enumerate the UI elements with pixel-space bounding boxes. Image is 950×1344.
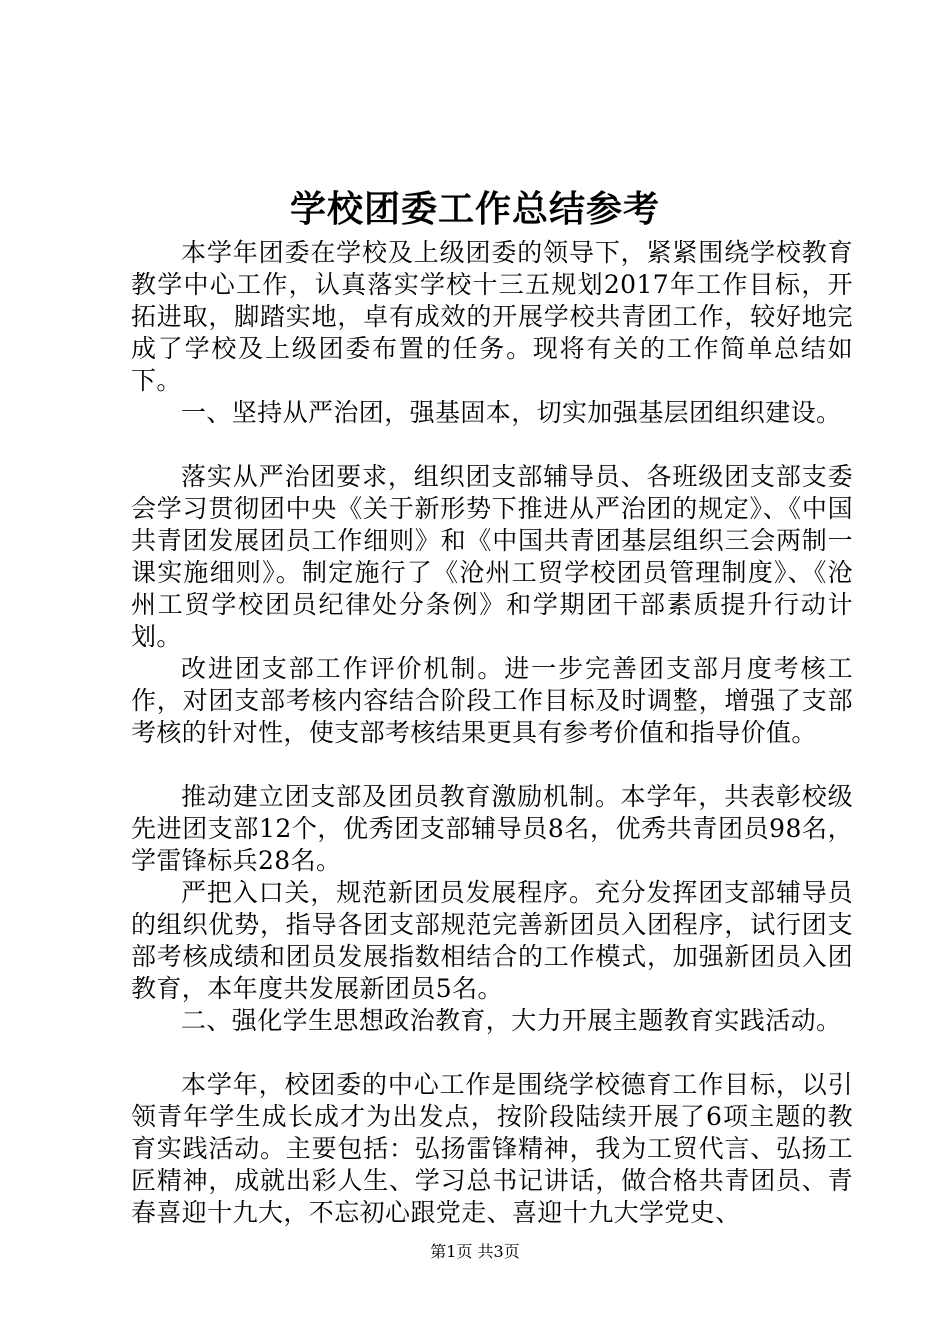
body-paragraph: 本学年，校团委的中心工作是围绕学校德育工作目标，以引领青年学生成长成才为出发点，按阶段陆续开展了6项主题的教育实践活动。主要包括：弘扬雷锋精神，我为工贸代言、弘扬工匠精神，成就出彩人生、学习总书记讲话，做合格共青团员、青春喜迎十九大，不忘初心跟党走、喜迎十九大学党史、 xyxy=(131,1070,853,1227)
body-paragraph: 推动建立团支部及团员教育激励机制。本学年，共表彰校级先进团支部12个，优秀团支部辅导员8名，优秀共青团员98名，学雷锋标兵28名。 xyxy=(131,782,853,875)
document-body xyxy=(131,237,853,1229)
section-heading-1: 一、坚持从严治团，强基固本，切实加强基层团组织建设。 xyxy=(181,398,842,427)
page-footer: 第1页 共3页 xyxy=(430,1242,520,1261)
intro-paragraph: 本学年团委在学校及上级团委的领导下，紧紧围绕学校教育教学中心工作，认真落实学校十三五规划2017年工作目标，开拓进取，脚踏实地，卓有成效的开展学校共青团工作，较好地完成了学校及上级团委布置的任务。现将有关的工作简单总结如下。 xyxy=(131,238,853,395)
section-heading-2: 二、强化学生思想政治教育，大力开展主题教育实践活动。 xyxy=(181,1006,842,1035)
document-title: 学校团委工作总结参考 xyxy=(289,188,660,230)
body-paragraph: 改进团支部工作评价机制。进一步完善团支部月度考核工作，对团支部考核内容结合阶段工作目标及时调整，增强了支部考核的针对性，使支部考核结果更具有参考价值和指导价值。 xyxy=(131,654,853,747)
body-paragraph: 落实从严治团要求，组织团支部辅导员、各班级团支部支委会学习贯彻团中央《关于新形势下推进从严治团的规定》、《中国共青团发展团员工作细则》和《中国共青团基层组织三会两制一课实施细则》。制定施行了《沧州工贸学校团员管理制度》、《沧州工贸学校团员纪律处分条例》和学期团干部素质提升行动计划。 xyxy=(131,462,853,651)
body-paragraph: 严把入口关，规范新团员发展程序。充分发挥团支部辅导员的组织优势，指导各团支部规范完善新团员入团程序，试行团支部考核成绩和团员发展指数相结合的工作模式，加强新团员入团教育，本年度共发展新团员5名。 xyxy=(131,878,853,1003)
